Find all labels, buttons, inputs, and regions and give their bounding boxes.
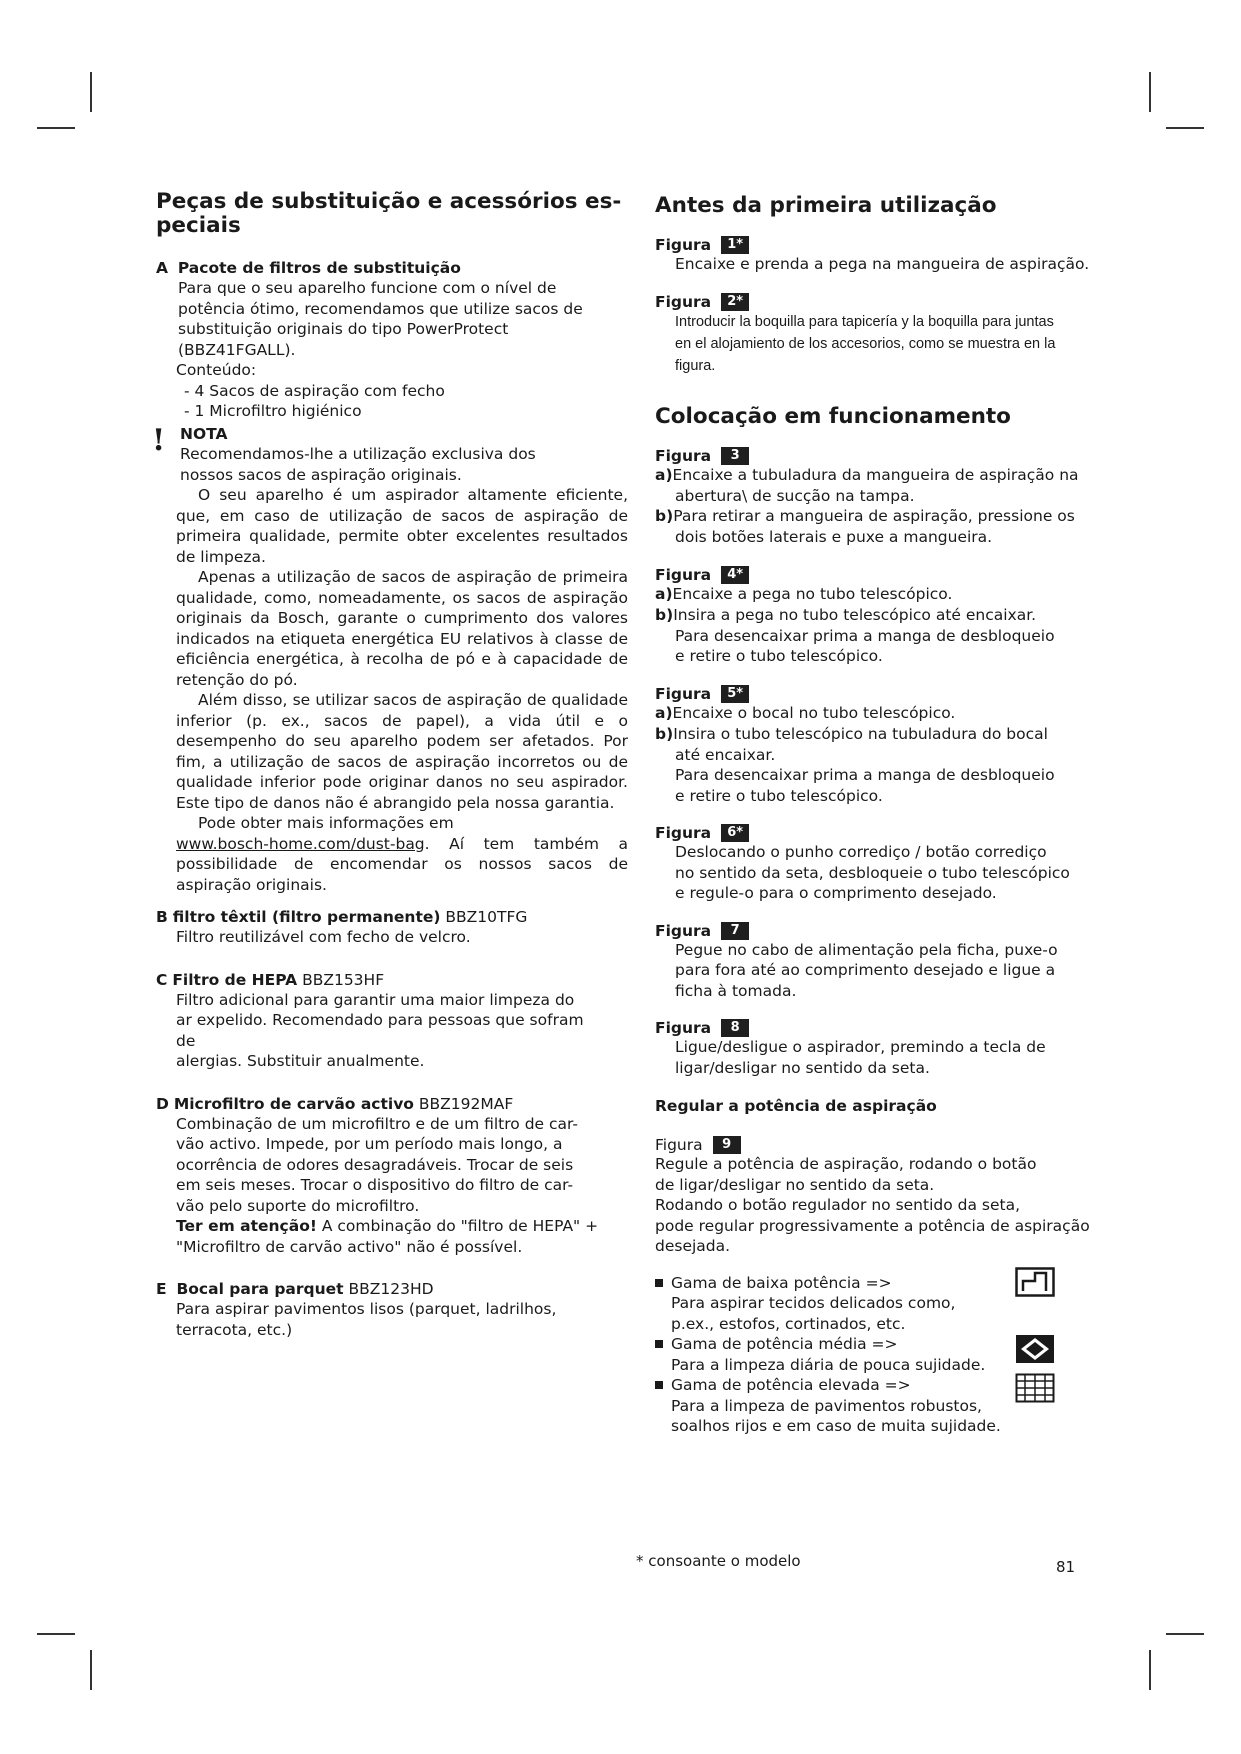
figure-number: 7: [721, 922, 749, 940]
figure-text: Regule a potência de aspiração, rodando o botão: [655, 1155, 1037, 1173]
product-code: BBZ123HD: [348, 1280, 434, 1298]
paragraph: Além disso, se utilizar sacos de aspiração de qualidade inferior (p. ex., sacos de papel), a vida útil e o desempenho do seu aparelho podem ser afetados. Por fim, a utilização de sacos de aspiração incorretos ou de qualidade inferior pode originar danos no seu aspirador. Este tipo de danos não é abrangido pela nossa garantia.: [176, 691, 633, 812]
bullet-icon: [655, 1381, 663, 1389]
crop-mark: [1149, 1650, 1151, 1690]
crop-mark: [1149, 72, 1151, 112]
section-text: Para aspirar pavimentos lisos (parquet, ladrilhos,: [176, 1300, 557, 1318]
dust-bag-link[interactable]: www.bosch-home.com/dust-bag: [176, 834, 425, 853]
step-text: Para desencaixar prima a manga de desbloqueio: [675, 766, 1055, 784]
section-text: vão activo. Impede, por um período mais longo, a: [176, 1135, 563, 1153]
section-heading: filtro têxtil (filtro permanente): [172, 908, 441, 926]
product-code: BBZ153HF: [302, 970, 385, 989]
section-title: Antes da primeira utilização: [655, 193, 997, 218]
contents-label: Conteúdo:: [176, 361, 257, 379]
step-text: Para desencaixar prima a manga de desbloqueio: [675, 626, 1055, 645]
power-level-high: Gama de potência elevada => Para a limpeza de pavimentos robustos, soalhos rijos e em caso de muita sujidade.: [655, 1375, 1055, 1437]
power-levels: [655, 1273, 1055, 1437]
power-level-low: Gama de baixa potência => Para aspirar tecidos delicados como, p.ex., estofos, cortinados, etc.: [655, 1273, 1055, 1335]
subsection-heading: Regular a potência de aspiração: [655, 1097, 937, 1115]
step-a: a) Encaixe o bocal no tubo telescópico.: [655, 703, 956, 722]
figure-7-label: Figura 7: [655, 922, 1095, 940]
left-column: [152, 189, 633, 1340]
figure-5-label: Figura 5*: [655, 685, 1095, 703]
figure-text: desejada.: [655, 1237, 731, 1255]
figure-text: para fora até ao comprimento desejado e ligue a: [675, 961, 1056, 979]
step-text: e retire o tubo telescópico.: [675, 647, 883, 665]
section-heading: Bocal para parquet: [176, 1280, 344, 1298]
figure-4-label: Figura 4*: [655, 566, 1095, 584]
curtain-icon: [1015, 1267, 1055, 1297]
warning-text: "Microfiltro de carvão activo" não é possível.: [176, 1237, 523, 1256]
figure-6-label: Figura 6*: [655, 824, 1095, 842]
section-text: de: [176, 1031, 196, 1050]
section-heading: Pacote de filtros de substituição: [177, 259, 461, 277]
crop-mark: [90, 72, 92, 112]
bullet-icon: [655, 1340, 663, 1348]
figure-number: 2*: [721, 293, 749, 311]
product-code: BBZ10TFG: [445, 908, 528, 926]
step-text: e retire o tubo telescópico.: [675, 786, 883, 805]
step-b: b) Insira a pega no tubo telescópico até encaixar.: [655, 605, 1037, 624]
section-text: vão pelo suporte do microfiltro.: [176, 1196, 420, 1215]
hard-floor-icon: [1015, 1373, 1055, 1403]
crop-mark: [90, 1650, 92, 1690]
section-heading: Filtro de HEPA: [172, 970, 298, 989]
step-text: abertura\ de sucção na tampa.: [675, 486, 915, 505]
paragraph: O seu aparelho é um aspirador altamente eficiente, que, em caso de utilização de sacos de aspiração de primeira qualidade, permite obter excelentes resultados de limpeza.: [176, 486, 633, 566]
section-heading: Microfiltro de carvão activo: [173, 1094, 414, 1113]
section-b: [156, 907, 628, 948]
section-text: alergias. Substituir anualmente.: [176, 1052, 425, 1070]
note-box: [152, 422, 628, 486]
list-item: - 4 Sacos de aspiração com fecho: [184, 381, 445, 400]
figure-3-label: Figura 3: [655, 447, 1095, 465]
figure-text: Encaixe e prenda a pega na mangueira de aspiração.: [675, 255, 1090, 273]
figure-text: e regule-o para o comprimento desejado.: [675, 884, 997, 902]
step-b: b) Para retirar a mangueira de aspiração, pressione os: [655, 507, 1075, 525]
note-text: Recomendamos-lhe a utilização exclusiva dos nossos sacos de aspiração originais.: [180, 445, 541, 484]
section-title: Peças de substituição e acessórios es- peciais: [156, 189, 622, 238]
section-text: ar expelido. Recomendado para pessoas que sofram: [176, 1011, 584, 1029]
section-text: ocorrência de odores desagradáveis. Trocar de seis: [176, 1155, 574, 1174]
figure-number: 4*: [721, 566, 749, 584]
figure-2-label: Figura 2*: [655, 293, 1095, 311]
crop-mark: [1166, 1633, 1204, 1635]
figure-8-label: Figura 8: [655, 1019, 1095, 1037]
footnote: * consoante o modelo: [636, 1552, 801, 1570]
figure-text: Introducir la boquilla para tapicería y la boquilla para juntas en el alojamiento de los accesorios, como se muestra en la figura.: [675, 313, 1056, 374]
section-text: Para que o seu aparelho funcione com o nível de potência ótimo, recomendamos que utilize sacos de substituição originais do tipo PowerProtect (BBZ41FGALL).: [178, 279, 588, 359]
section-letter: C: [156, 970, 168, 989]
figure-number: 3: [721, 447, 749, 465]
exclamation-icon: !: [152, 422, 166, 458]
section-letter: A: [156, 259, 168, 277]
list-item: - 1 Microfiltro higiénico: [184, 402, 362, 420]
figure-text: ligar/desligar no sentido da seta.: [675, 1058, 930, 1077]
paragraph: Apenas a utilização de sacos de aspiração de primeira qualidade, como, nomeadamente, os sacos de aspiração originais da Bosch, garante o cumprimento dos valores indicados na etiqueta energética EU relativos à classe de eficiência energética, à recolha de pó e à capacidade de retenção do pó.: [176, 568, 633, 689]
step-b: b) Insira o tubo telescópico na tubuladura do bocal: [655, 724, 1048, 743]
crop-mark: [1166, 127, 1204, 129]
figure-text: pode regular progressivamente a potência de aspiração: [655, 1216, 1090, 1235]
crop-mark: [37, 127, 75, 129]
warning-text: [156, 1216, 628, 1237]
figure-number: 8: [721, 1019, 749, 1037]
section-c: [156, 970, 628, 1072]
section-text: Filtro adicional para garantir uma maior limpeza do: [176, 990, 575, 1009]
section-e: [156, 1279, 628, 1340]
paragraph: [156, 834, 633, 896]
power-level-medium: Gama de potência média => Para a limpeza diária de pouca sujidade.: [655, 1334, 1055, 1375]
section-text: em seis meses. Trocar o dispositivo do filtro de car-: [176, 1176, 574, 1194]
warning-body: A combinação do "filtro de HEPA" +: [316, 1217, 599, 1235]
section-text: terracota, etc.): [176, 1320, 293, 1339]
figure-number: 9: [713, 1136, 741, 1154]
step-a: a) Encaixe a tubuladura da mangueira de aspiração na: [655, 465, 1079, 484]
paragraph-rest: . Aí tem também a possibilidade de encomendar os nossos sacos de aspiração originais.: [176, 834, 633, 894]
right-column: [655, 194, 1095, 1437]
figure-text: de ligar/desligar no sentido da seta.: [655, 1175, 935, 1194]
product-code: BBZ192MAF: [418, 1094, 514, 1113]
figure-text: ficha à tomada.: [675, 981, 797, 1000]
figure-text: no sentido da seta, desbloqueie o tubo telescópico: [675, 863, 1070, 882]
figure-number: 6*: [721, 824, 749, 842]
section-d: [156, 1094, 628, 1258]
section-letter: E: [156, 1280, 167, 1298]
step-text: dois botões laterais e puxe a mangueira.: [675, 528, 993, 546]
figure-text: Pegue no cabo de alimentação pela ficha, puxe-o: [675, 940, 1058, 959]
figure-text: Deslocando o punho corrediço / botão corrediço: [675, 843, 1047, 861]
section-letter: B: [156, 908, 168, 926]
section-text: Combinação de um microfiltro e de um filtro de car-: [176, 1114, 578, 1133]
step-a: a) Encaixe a pega no tubo telescópico.: [655, 584, 953, 603]
step-text: até encaixar.: [675, 745, 776, 764]
section-a: [152, 258, 633, 895]
carpet-icon: [1015, 1334, 1055, 1364]
figure-text: Ligue/desligue o aspirador, premindo a tecla de: [675, 1038, 1046, 1056]
section-text: Filtro reutilizável com fecho de velcro.: [176, 928, 471, 946]
crop-mark: [37, 1633, 75, 1635]
figure-9-label: Figura 9: [655, 1136, 1095, 1154]
note-title: NOTA: [180, 424, 228, 443]
page-number: 81: [1056, 1558, 1076, 1576]
figure-1-label: Figura 1*: [655, 236, 1095, 254]
paragraph: Pode obter mais informações em: [198, 814, 454, 832]
warning-label: Ter em atenção!: [176, 1217, 317, 1235]
section-title: Colocação em funcionamento: [655, 403, 1011, 429]
figure-number: 1*: [721, 236, 749, 254]
bullet-icon: [655, 1279, 663, 1287]
figure-text: Rodando o botão regulador no sentido da seta,: [655, 1196, 1021, 1214]
figure-number: 5*: [721, 685, 749, 703]
section-letter: D: [156, 1094, 169, 1113]
